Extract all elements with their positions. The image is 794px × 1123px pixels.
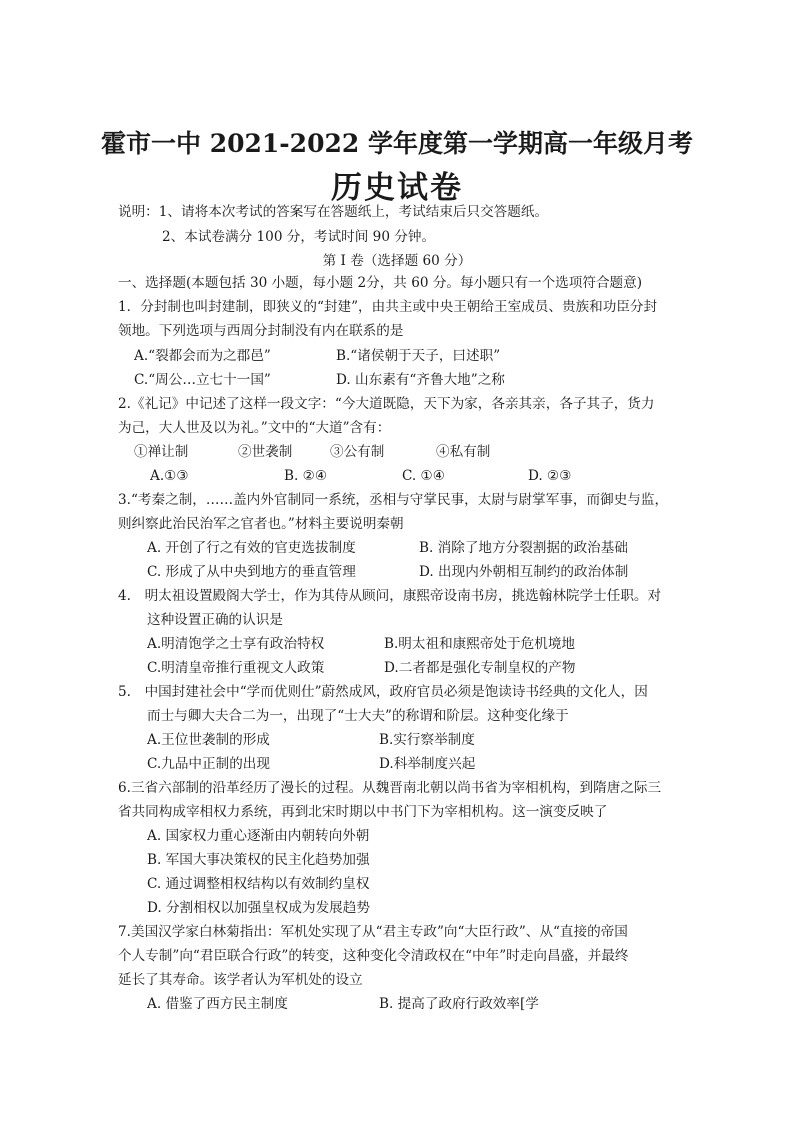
question-2-option-d: D. ②③ [528,468,572,484]
question-4-stem-line-2: 这种设置正确的认识是 [147,612,283,628]
instruction-line-2: 2、本试卷满分 100 分，考试时间 90 分钟。 [162,229,436,245]
question-2-option-c: C. ①④ [402,468,445,484]
question-7-stem-line-1: 7.美国汉学家白林菊指出：军机处实现了从“君主专政”向“大臣行政”、从“直接的帝国 [118,924,628,940]
question-5-option-a: A.王位世袭制的形成 [147,732,270,748]
question-6-stem-line-1: 6.三省六部制的沿革经历了漫长的过程。从魏晋南北朝以尚书省为宰相机构，到隋唐之际三 [118,780,662,796]
question-3-option-d: D. 出现内外朝相互制约的政治体制 [419,564,629,580]
question-5-option-b: B.实行察举制度 [379,732,475,748]
question-2-stem-line-1: 2.《礼记》中记述了这样一段文字：“今大道既隐，天下为家，各亲其亲，各子其子，货力 [118,396,655,412]
question-2-item-1: ①禅让制 [134,444,189,460]
question-1-option-a: A.“裂都会而为之郡邑” [134,348,271,364]
question-5-option-d: D.科举制度兴起 [379,756,476,772]
question-3-stem-line-1: 3.“考秦之制，……盖内外官制同一系统，丞相与守掌民事，太尉与尉掌军事，而御史与监， [118,492,669,508]
question-6-option-c: C. 通过调整相权结构以有效制约皇权 [147,876,370,892]
question-1-option-d: D. 山东素有“齐鲁大地”之称 [336,372,505,388]
section-intro: 一、选择题(本题包括 30 小题，每小题 2分，共 60 分。每小题只有一个选项符合题意) [118,275,643,291]
question-5-stem-line-2: 而士与卿大夫合二为一，出现了“士大夫”的称谓和阶层。这种变化缘于 [147,708,569,724]
question-5-option-c: C.九品中正制的出现 [147,756,270,772]
question-7-stem-line-2: 个人专制”向“君臣联合行政”的转变，这种变化令清政权在“中年”时走向昌盛，并最终 [118,948,629,964]
section-heading: 第 I 卷（选择题 60 分） [322,253,472,269]
question-7-option-b: B. 提高了政府行政效率[学 [379,996,539,1012]
question-4-stem-line-1: 4. 明太祖设置殿阁大学士，作为其侍从顾问，康熙帝设南书房，挑选翰林院学士任职。对 [118,588,662,604]
question-2-option-a: A.①③ [150,468,189,484]
question-6-option-b: B. 军国大事决策权的民主化趋势加强 [147,852,370,868]
question-3-stem-line-2: 则纠察此治民治军之官者也。”材料主要说明秦朝 [118,516,404,532]
question-2-item-2: ②世袭制 [238,444,293,460]
question-1-stem-line-2: 领地。下列选项与西周分封制没有内在联系的是 [118,323,404,339]
question-6-stem-line-2: 省共同构成宰相权力系统，再到北宋时期以中书门下为宰相机构。这一演变反映了 [118,804,608,820]
instruction-line-1: 说明：1、请将本次考试的答案写在答题纸上，考试结束后只交答题纸。 [118,204,549,220]
question-3-option-a: A. 开创了行之有效的官吏选拔制度 [147,540,356,556]
question-1-stem-line-1: 1．分封制也叫封建制，即狭义的“封建”，由共主或中央王朝给王室成员、贵族和功臣分封 [118,299,658,315]
question-2-item-4: ④私有制 [436,444,491,460]
question-3-option-b: B. 消除了地方分裂割据的政治基础 [419,540,628,556]
question-4-option-c: C.明清皇帝推行重视文人政策 [147,660,325,676]
question-7-stem-line-3: 延长了其寿命。该学者认为军机处的设立 [118,972,363,988]
question-1-option-b: B.“诸侯朝于天子，曰述职” [336,348,501,364]
question-5-stem-line-1: 5. 中国封建社会中“学而优则仕”蔚然成风，政府官员必须是饱读诗书经典的文化人，因 [118,684,648,700]
question-4-option-b: B.明太祖和康熙帝处于危机境地 [384,636,576,652]
question-4-option-a: A.明清饱学之士享有政治特权 [147,636,325,652]
question-2-item-3: ③公有制 [330,444,385,460]
question-7-option-a: A. 借鉴了西方民主制度 [147,996,288,1012]
question-6-option-d: D. 分割相权以加强皇权成为发展趋势 [147,900,370,916]
subject-title: 历史试卷 [331,170,463,206]
question-2-option-b: B. ②④ [284,468,328,484]
question-6-option-a: A. 国家权力重心逐渐由内朝转向外朝 [147,828,370,844]
question-4-option-d: D.二者都是强化专制皇权的产物 [384,660,576,676]
question-1-option-c: C.“周公…立七十一国” [134,372,271,388]
question-2-stem-line-2: 为己，大人世及以为礼。”文中的“大道”含有： [118,420,391,436]
exam-title: 霍市一中 2021-2022 学年度第一学期高一年级月考 [101,129,693,158]
question-3-option-c: C. 形成了从中央到地方的垂直管理 [147,564,356,580]
